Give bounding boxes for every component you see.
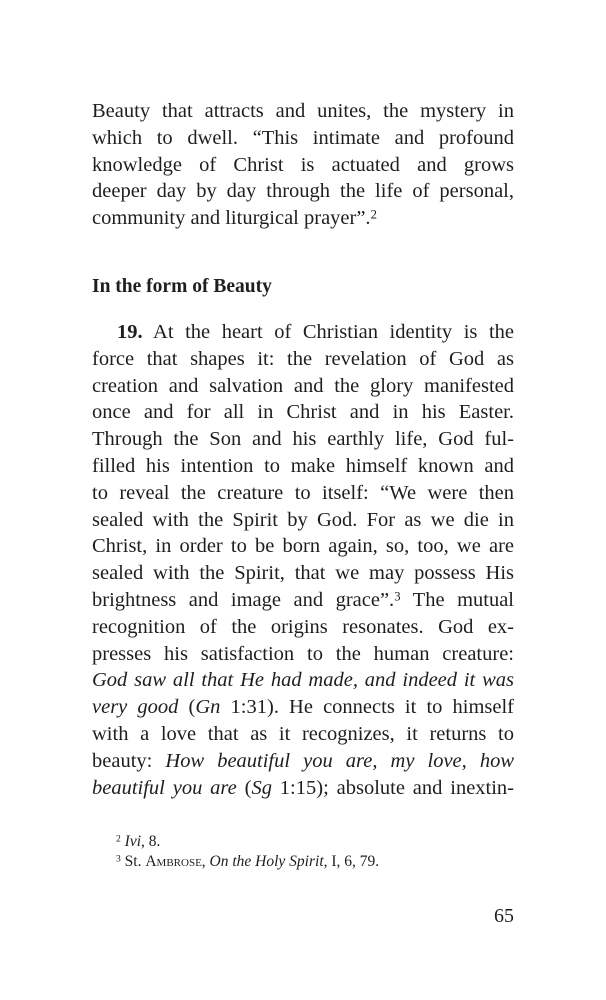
text-line: Through the Son and his earthly life, God ful-	[92, 428, 514, 451]
text-span: brightness and image and grace”.	[92, 588, 395, 611]
text-span: (	[236, 776, 252, 799]
footnote-source: Ivi	[124, 833, 142, 850]
footnote-title: On the Holy Spirit	[209, 853, 324, 870]
footnotes	[116, 832, 379, 872]
text-line	[92, 748, 514, 775]
text-line	[92, 319, 514, 346]
text-line	[92, 587, 514, 614]
book-abbrev: Gn	[195, 696, 221, 719]
footnote-text: St.	[124, 853, 146, 870]
footnote-ref: 2	[370, 207, 377, 222]
text-span: 1:31). He connects it to himself	[220, 696, 514, 719]
text-line: deeper day by day through the life of personal,	[92, 180, 514, 203]
scripture-quote: How beautiful you are, my love, how	[165, 749, 514, 772]
text-line: which to dwell. “This intimate and profound	[92, 126, 514, 149]
text-span: 1:15); absolute and inextin-	[271, 776, 515, 799]
paragraph-number: 19.	[117, 321, 143, 343]
text-line	[92, 775, 514, 802]
text-line	[92, 667, 514, 694]
text-line: force that shapes it: the revelation of God as	[92, 347, 514, 370]
intro-paragraph	[92, 98, 514, 232]
page-number: 65	[494, 905, 514, 927]
footnote-text: , I, 6, 79.	[323, 853, 380, 870]
text-span: beauty:	[92, 749, 166, 772]
text-line: filled his intention to make himself known and	[92, 454, 514, 477]
text-line: once and for all in Christ and in his Easter.	[92, 401, 514, 424]
footnote-mark: 2	[116, 833, 121, 845]
section-heading: In the form of Beauty	[92, 276, 272, 297]
text-line: Christ, in order to be born again, so, too, we are	[92, 535, 514, 558]
text-line	[92, 694, 514, 721]
text-line	[92, 205, 514, 232]
text-line: creation and salvation and the glory manifested	[92, 374, 514, 397]
book-abbrev: Sg	[251, 776, 272, 799]
footnote-author: Ambrose	[145, 853, 202, 870]
scripture-quote: beautiful you are	[92, 776, 237, 799]
scripture-quote: God saw all that He had made, and indeed it was	[92, 669, 514, 692]
footnote-text: ,	[201, 853, 210, 870]
text-span: community and liturgical prayer”.	[92, 207, 371, 230]
text-line: sealed with the Spirit by God. For as we die in	[92, 508, 514, 531]
text-line: knowledge of Christ is actuated and grows	[92, 153, 514, 176]
footnote-mark: 3	[116, 853, 121, 865]
text-line: with a love that as it recognizes, it returns to	[92, 722, 514, 745]
text-line: presses his satisfaction to the human creature:	[92, 642, 514, 665]
text-span: (	[178, 696, 196, 719]
footnote-ref: 3	[394, 589, 401, 604]
text-line: to reveal the creature to itself: “We were then	[92, 481, 514, 504]
footnote-text: , 8.	[141, 833, 161, 850]
text-line: Beauty that attracts and unites, the mystery in	[92, 100, 514, 122]
footnote-3	[116, 852, 379, 872]
text-span: At the heart of Christian identity is the	[153, 321, 514, 343]
paragraph-19	[92, 319, 514, 801]
scripture-quote: very good	[92, 696, 179, 719]
text-span: The mutual	[400, 588, 514, 611]
text-line: sealed with the Spirit, that we may possess His	[92, 562, 514, 585]
footnote-2	[116, 832, 379, 852]
text-line: recognition of the origins resonates. God ex-	[92, 615, 514, 638]
